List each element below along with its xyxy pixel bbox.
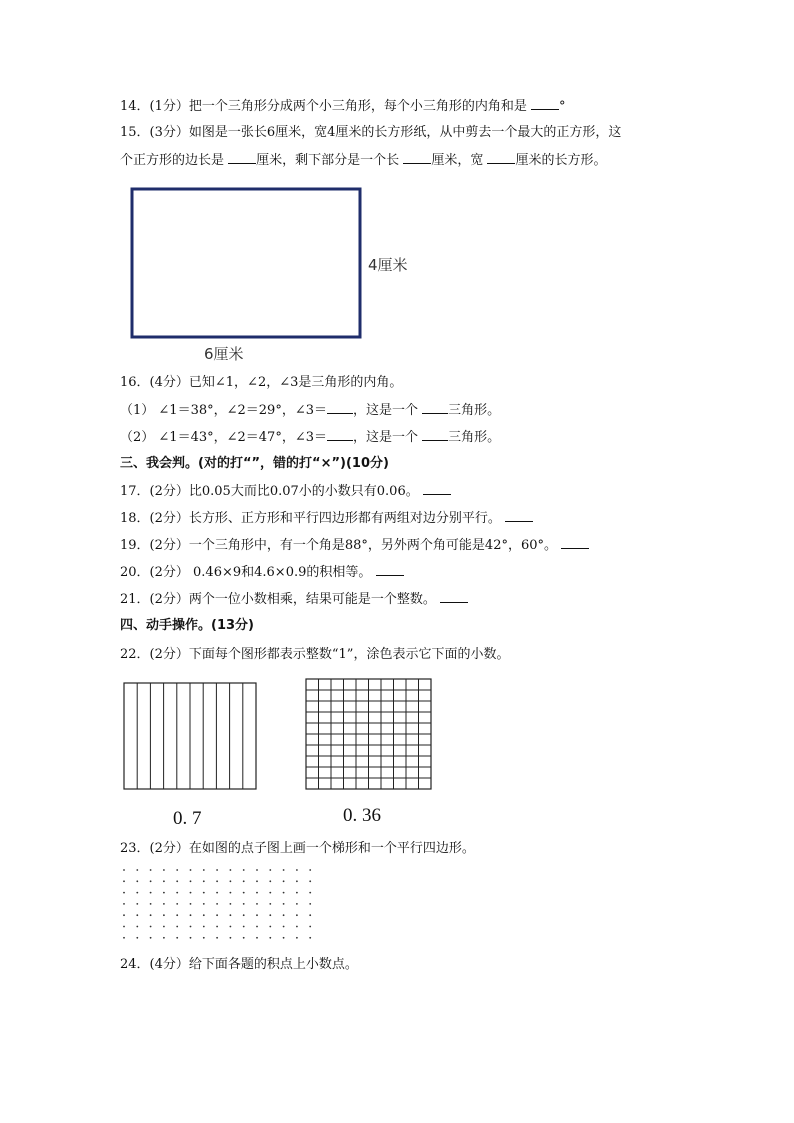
grid-dot <box>216 880 218 882</box>
question-15-part1: 个正方形的边长是 <box>120 153 225 168</box>
sub2-text: （2） ∠1＝43°，∠2＝47°，∠3＝ <box>120 430 327 445</box>
grid-dot <box>136 892 138 894</box>
grid-dot <box>190 903 192 905</box>
grid-dot <box>190 914 192 916</box>
grid-dot <box>309 914 311 916</box>
grid-dot <box>256 914 258 916</box>
grid-dot <box>123 914 125 916</box>
grid-dot <box>230 914 232 916</box>
grid-dot <box>216 892 218 894</box>
grid-dot <box>163 869 165 871</box>
grid-dot <box>283 914 285 916</box>
grid-dot <box>296 880 298 882</box>
grid-dot <box>190 892 192 894</box>
grid-dot <box>176 903 178 905</box>
grid-dot <box>190 937 192 939</box>
grid-dot <box>309 926 311 928</box>
grid-dot <box>296 914 298 916</box>
grid-dot <box>163 892 165 894</box>
question-15-part3: 厘米，宽 <box>431 153 484 168</box>
grid-dot <box>269 880 271 882</box>
grid-dot <box>230 892 232 894</box>
grid-dot <box>136 880 138 882</box>
grid-dot <box>163 903 165 905</box>
grid-dot <box>283 892 285 894</box>
degree-suffix: ° <box>559 99 566 114</box>
grid-dot <box>269 892 271 894</box>
grid-dot <box>243 869 245 871</box>
grid-dot <box>203 937 205 939</box>
grid-dot <box>296 937 298 939</box>
grid-dot <box>203 903 205 905</box>
grid-dot <box>309 892 311 894</box>
grid-dot <box>230 903 232 905</box>
grid-dot <box>269 869 271 871</box>
grid-dot <box>269 903 271 905</box>
grid-dot <box>296 869 298 871</box>
question-18-text: 18．(2分）长方形、正方形和平行四边形都有两组对边分别平行。 <box>120 511 501 526</box>
grid-dot <box>243 914 245 916</box>
grid-dot <box>243 937 245 939</box>
grid-dot <box>243 880 245 882</box>
grid-dot <box>296 903 298 905</box>
label-0-36: 0. 36 <box>343 805 381 826</box>
sub1-text-b: ，这是一个 <box>352 403 418 418</box>
grid-dot <box>256 903 258 905</box>
grid-dot <box>150 869 152 871</box>
grid-dot <box>150 937 152 939</box>
grid-dot <box>256 937 258 939</box>
grid-dot <box>216 869 218 871</box>
grid-dot <box>216 937 218 939</box>
grid-dot <box>163 926 165 928</box>
grid-dot <box>296 892 298 894</box>
grid-dot <box>309 937 311 939</box>
question-15-part4: 厘米的长方形。 <box>515 153 607 168</box>
grid-dot <box>123 926 125 928</box>
grid-dot <box>230 869 232 871</box>
question-16: 16．(4分）已知∠1，∠2，∠3是三角形的内角。 <box>120 375 403 390</box>
grid-dot <box>296 926 298 928</box>
grid-dot <box>309 903 311 905</box>
grid-dot <box>256 880 258 882</box>
grid-dot <box>163 937 165 939</box>
section-3-heading: 三、我会判。(对的打“”，错的打“×”)(10分) <box>120 456 389 471</box>
grid-dot <box>123 937 125 939</box>
grid-dot <box>256 869 258 871</box>
grid-dot <box>309 880 311 882</box>
grid-dot <box>283 903 285 905</box>
grid-dot <box>136 903 138 905</box>
sub2-tail: 三角形。 <box>448 430 501 445</box>
sub2-text-b: ，这是一个 <box>352 430 418 445</box>
grid-dot <box>269 914 271 916</box>
sub1-tail: 三角形。 <box>448 403 501 418</box>
grid-dot <box>176 937 178 939</box>
grid-dot <box>216 903 218 905</box>
grid-dot <box>136 926 138 928</box>
width-label: 4厘米 <box>368 256 408 274</box>
grid-dot <box>136 937 138 939</box>
sub1-text: （1） ∠1＝38°，∠2＝29°，∠3＝ <box>120 403 327 418</box>
grid-dot <box>203 914 205 916</box>
grid-dot <box>150 914 152 916</box>
grid-dot <box>269 926 271 928</box>
grid-dot <box>203 926 205 928</box>
question-23: 23．(2分）在如图的点子图上画一个梯形和一个平行四边形。 <box>120 841 475 856</box>
grid-dot <box>269 937 271 939</box>
grid-dot <box>309 869 311 871</box>
grid-dot <box>243 903 245 905</box>
grid-dot <box>150 926 152 928</box>
grid-dot <box>256 892 258 894</box>
question-15-line1: 15．(3分）如图是一张长6厘米，宽4厘米的长方形纸，从中剪去一个最大的正方形，这 <box>120 125 622 140</box>
question-14-text: 14．(1分）把一个三角形分成两个小三角形，每个小三角形的内角和是 <box>120 99 527 114</box>
grid-dot <box>216 914 218 916</box>
grid-dot <box>176 914 178 916</box>
grid-dot <box>190 880 192 882</box>
grid-dot <box>176 880 178 882</box>
grid-dot <box>136 869 138 871</box>
grid-dot <box>123 892 125 894</box>
grid-dot <box>190 869 192 871</box>
question-21-text: 21．(2分）两个一位小数相乘，结果可能是一个整数。 <box>120 592 436 607</box>
question-19-text: 19．(2分）一个三角形中，有一个角是88°，另外两个角可能是42°，60°。 <box>120 538 558 553</box>
grid-dot <box>203 869 205 871</box>
grid-dot <box>176 892 178 894</box>
grid-dot <box>283 869 285 871</box>
grid-dot <box>163 914 165 916</box>
grid-dot <box>123 869 125 871</box>
grid-dot <box>123 880 125 882</box>
grid-dot <box>230 880 232 882</box>
grid-dot <box>150 892 152 894</box>
question-22: 22．(2分）下面每个图形都表示整数“1”，涂色表示它下面的小数。 <box>120 647 510 662</box>
question-24: 24．(4分）给下面各题的积点上小数点。 <box>120 957 358 972</box>
grid-dot <box>176 869 178 871</box>
grid-dot <box>176 926 178 928</box>
grid-dot <box>230 926 232 928</box>
grid-dot <box>283 880 285 882</box>
label-0-7: 0. 7 <box>173 808 202 829</box>
grid-dot <box>243 892 245 894</box>
grid-dot <box>283 937 285 939</box>
question-20-text: 20．(2分） 0.46×9和4.6×0.9的积相等。 <box>120 565 372 580</box>
grid-dot <box>190 926 192 928</box>
grid-dot <box>136 914 138 916</box>
grid-dot <box>256 926 258 928</box>
length-label: 6厘米 <box>204 345 244 363</box>
question-15-part2: 厘米，剩下部分是一个长 <box>256 153 400 168</box>
section-4-heading: 四、动手操作。(13分) <box>120 618 254 633</box>
grid-dot <box>216 926 218 928</box>
grid-dot <box>283 926 285 928</box>
grid-dot <box>163 880 165 882</box>
grid-dot <box>150 903 152 905</box>
grid-dot <box>150 880 152 882</box>
grid-dot <box>203 892 205 894</box>
grid-dot <box>243 926 245 928</box>
grid-dot <box>230 937 232 939</box>
grid-dot <box>203 880 205 882</box>
grid-dot <box>123 903 125 905</box>
question-17-text: 17．(2分）比0.05大而比0.07小的小数只有0.06。 <box>120 484 419 499</box>
